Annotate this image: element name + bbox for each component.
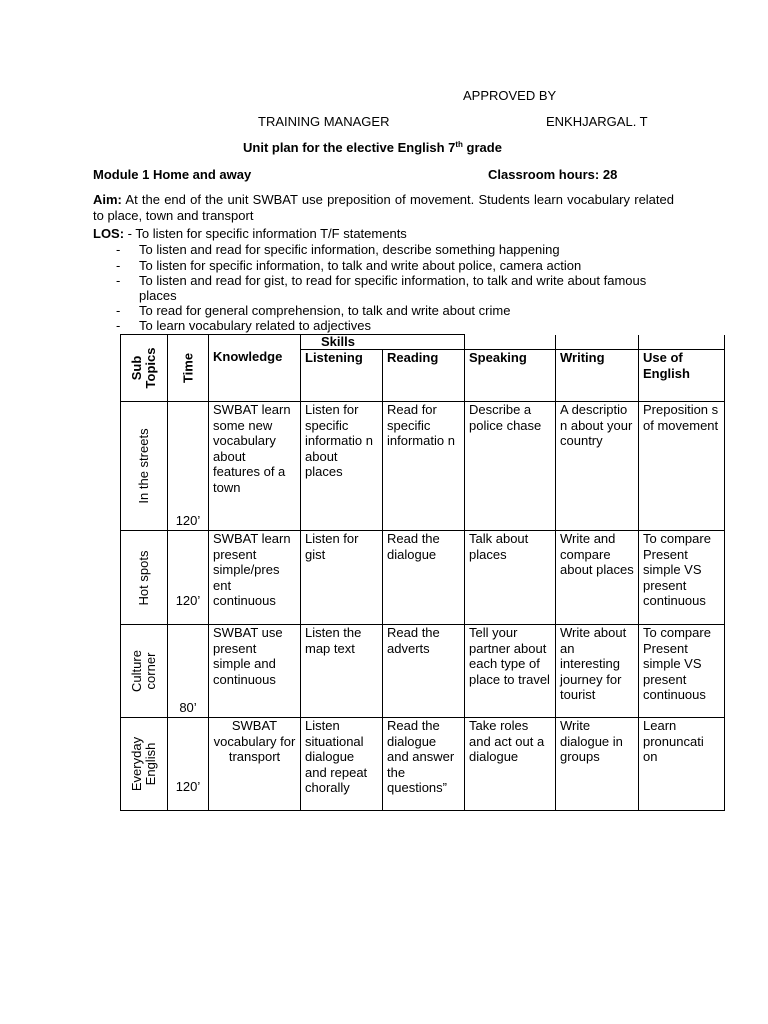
listening-cell: Listen for gist <box>301 531 383 625</box>
title-suffix: grade <box>462 140 502 155</box>
listening-cell: Listen situational dialogue and repeat chorally <box>301 718 383 811</box>
topic-cell: In the streets <box>121 402 168 531</box>
topic-cell: Hot spots <box>121 531 168 625</box>
knowledge-cell: SWBAT vocabulary for transport <box>209 718 301 811</box>
reading-cell: Read the adverts <box>383 625 465 718</box>
header-writing: Writing <box>556 350 639 402</box>
los-item: To listen and read for specific information, describe something happening <box>139 242 560 257</box>
table-row <box>121 402 725 531</box>
header-knowledge: Knowledge <box>209 335 301 402</box>
aim-text: At the end of the unit SWBAT use preposition of movement. Students learn vocabulary related to place, town and transport <box>93 192 674 223</box>
reading-cell: Read for specific informatio n <box>383 402 465 531</box>
writing-cell: Write and compare about places <box>556 531 639 625</box>
header-reading: Reading <box>383 350 465 402</box>
time-cell: 80’ <box>168 625 209 718</box>
writing-cell: Write about an interesting journey for tourist <box>556 625 639 718</box>
knowledge-cell: SWBAT learn present simple/pres ent continuous <box>209 531 301 625</box>
header-use-of-english: Use of English <box>639 350 725 402</box>
header-listening: Listening <box>301 350 383 402</box>
unit-plan-table <box>120 334 725 811</box>
los-item: To listen and read for gist, to read for specific information, to talk and write about famous places <box>139 273 647 303</box>
los-header <box>93 226 407 241</box>
listening-cell: Listen the map text <box>301 625 383 718</box>
time-cell: 120’ <box>168 531 209 625</box>
table-row <box>121 531 725 625</box>
knowledge-cell: SWBAT use present simple and continuous <box>209 625 301 718</box>
aim-label: Aim: <box>93 192 122 207</box>
speaking-cell: Tell your partner about each type of place to travel <box>465 625 556 718</box>
los-dash: - <box>116 318 121 333</box>
reading-cell: Read the dialogue <box>383 531 465 625</box>
title-main: Unit plan for the elective English 7 <box>243 140 456 155</box>
table-row <box>121 625 725 718</box>
los-first: - To listen for specific information T/F statements <box>124 226 407 241</box>
los-dash: - <box>116 258 121 273</box>
classroom-hours: Classroom hours: 28 <box>488 167 618 182</box>
header-skills: Skills <box>301 335 465 350</box>
header-speaking: Speaking <box>465 350 556 402</box>
header-time: Time <box>168 335 209 402</box>
los-item: To listen for specific information, to talk and write about police, camera action <box>139 258 582 273</box>
speaking-cell: Describe a police chase <box>465 402 556 531</box>
approved-by-label: APPROVED BY <box>463 88 557 103</box>
los-dash: - <box>116 273 121 288</box>
los-dash: - <box>116 242 121 257</box>
los-label: LOS: <box>93 226 125 241</box>
page-title <box>243 140 502 155</box>
use-of-english-cell: To compare Present simple VS present continuous <box>639 531 725 625</box>
topic-cell: Culture corner <box>121 625 168 718</box>
speaking-cell: Talk about places <box>465 531 556 625</box>
writing-cell: Write dialogue in groups <box>556 718 639 811</box>
listening-cell: Listen for specific informatio n about places <box>301 402 383 531</box>
topic-cell: Everyday English <box>121 718 168 811</box>
reading-cell: Read the dialogue and answer the questions” <box>383 718 465 811</box>
los-item: To learn vocabulary related to adjectives <box>139 318 371 333</box>
los-dash: - <box>116 303 121 318</box>
aim-paragraph <box>93 192 674 224</box>
time-cell: 120’ <box>168 402 209 531</box>
writing-cell: A descriptio n about your country <box>556 402 639 531</box>
approver-role: TRAINING MANAGER <box>258 114 390 129</box>
header-sub-topics: Sub Topics <box>121 335 168 402</box>
los-item: To read for general comprehension, to talk and write about crime <box>139 303 511 318</box>
use-of-english-cell: To compare Present simple VS present continuous <box>639 625 725 718</box>
knowledge-cell: SWBAT learn some new vocabulary about features of a town <box>209 402 301 531</box>
use-of-english-cell: Preposition s of movement <box>639 402 725 531</box>
time-cell: 120’ <box>168 718 209 811</box>
approver-name: ENKHJARGAL. T <box>546 114 648 129</box>
table-row <box>121 718 725 811</box>
use-of-english-cell: Learn pronuncati on <box>639 718 725 811</box>
title-superscript: th <box>455 140 463 149</box>
module-name: Module 1 Home and away <box>93 167 252 182</box>
speaking-cell: Take roles and act out a dialogue <box>465 718 556 811</box>
